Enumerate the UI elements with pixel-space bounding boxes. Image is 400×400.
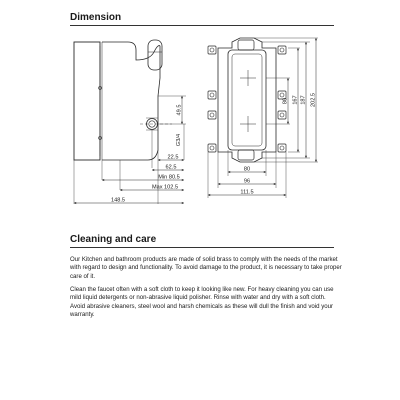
front-mounting-hole — [210, 93, 214, 97]
dimension-label: 202.5 — [310, 93, 317, 107]
front-body-inner — [232, 54, 262, 146]
section-divider — [70, 247, 334, 248]
side-view-drawing — [74, 40, 186, 204]
front-mounting-hole — [280, 93, 284, 97]
front-cartridge-port — [238, 40, 254, 50]
dimension-arrow — [315, 160, 317, 162]
dimension-label: Max 102.5 — [151, 184, 179, 191]
front-mounting-lug — [278, 91, 286, 99]
front-body — [228, 50, 266, 150]
dimension-arrow — [297, 48, 299, 50]
dimension-heading: Dimension — [70, 12, 122, 23]
dimension-label: 96 — [243, 178, 251, 185]
dimension-arrow — [120, 189, 122, 191]
dimension-arrow — [74, 202, 76, 204]
dimension-label: 80 — [243, 166, 251, 173]
dimension-arrow — [315, 38, 317, 40]
care-paragraph-intro: Our Kitchen and bathroom products are made of solid brass to comply with the needs of the market with regard to design and functionality. To avoid damage to the product, it is necessary to take proper care of it. — [70, 256, 342, 280]
front-mounting-hole — [280, 113, 284, 117]
front-mounting-lug — [208, 144, 216, 152]
dimension-arrow — [297, 150, 299, 152]
dimension-arrow — [182, 189, 184, 191]
dimension-arrow — [181, 122, 183, 124]
front-outlet-port — [238, 150, 254, 160]
dimension-arrow — [152, 169, 154, 171]
dimension-label: Min 80.5 — [158, 174, 180, 181]
dimension-arrow — [287, 78, 289, 80]
dimension-arrow — [182, 179, 184, 181]
front-mounting-hole — [210, 146, 214, 150]
front-mounting-hole — [280, 146, 284, 150]
dimension-arrow — [228, 171, 230, 173]
dimension-arrow — [102, 179, 104, 181]
dimension-label: 62.5 — [165, 164, 177, 171]
dimension-arrow — [287, 122, 289, 124]
cleaning-heading: Cleaning and care — [70, 234, 157, 245]
dimension-arrow — [182, 169, 184, 171]
front-mounting-lug — [278, 144, 286, 152]
dimension-arrow — [284, 194, 286, 196]
dimension-label: 80 — [282, 97, 289, 105]
section-divider — [70, 25, 334, 26]
dimension-label: 49.5 — [176, 104, 183, 116]
front-mounting-hole — [210, 113, 214, 117]
dimension-arrow — [158, 159, 160, 161]
side-front-plate — [74, 42, 100, 160]
front-mounting-lug — [208, 111, 216, 119]
front-mounting-lug — [278, 46, 286, 54]
dimension-arrow — [182, 202, 184, 204]
dimension-arrow — [305, 42, 307, 44]
dimension-label: 148.5 — [111, 197, 125, 204]
dimension-arrow — [264, 171, 266, 173]
thread-label: G3/4 — [176, 133, 182, 147]
technical-drawings — [0, 28, 400, 213]
dimension-arrow — [181, 96, 183, 98]
dimension-label: 22.5 — [167, 154, 179, 161]
front-mounting-lug — [208, 91, 216, 99]
dimension-arrow — [305, 156, 307, 158]
dimension-arrow — [208, 194, 210, 196]
dimension-arrow — [274, 183, 276, 185]
front-mounting-hole — [280, 48, 284, 52]
front-mounting-lug — [208, 46, 216, 54]
front-mounting-hole — [210, 48, 214, 52]
dimension-label: 187 — [300, 95, 307, 105]
dimension-arrow — [218, 183, 220, 185]
front-view-drawing — [208, 38, 318, 198]
dimension-label: 167 — [292, 95, 299, 105]
front-mounting-lug — [278, 111, 286, 119]
dimension-arrow — [182, 159, 184, 161]
side-housing-outline — [102, 42, 160, 160]
front-flange-outline — [218, 38, 276, 162]
care-paragraph-cleaning: Clean the faucet often with a soft cloth to keep it looking like new. For heavy cleaning you can use mild liquid detergents or non-abrasive liquid polisher. Rinse with water and dry with a soft cloth. Avoid abrasive cleaners, steel wool and harsh chemicals as these will dull the finish and void your warranty. — [70, 286, 334, 319]
dimension-label: 111.5 — [240, 189, 254, 196]
